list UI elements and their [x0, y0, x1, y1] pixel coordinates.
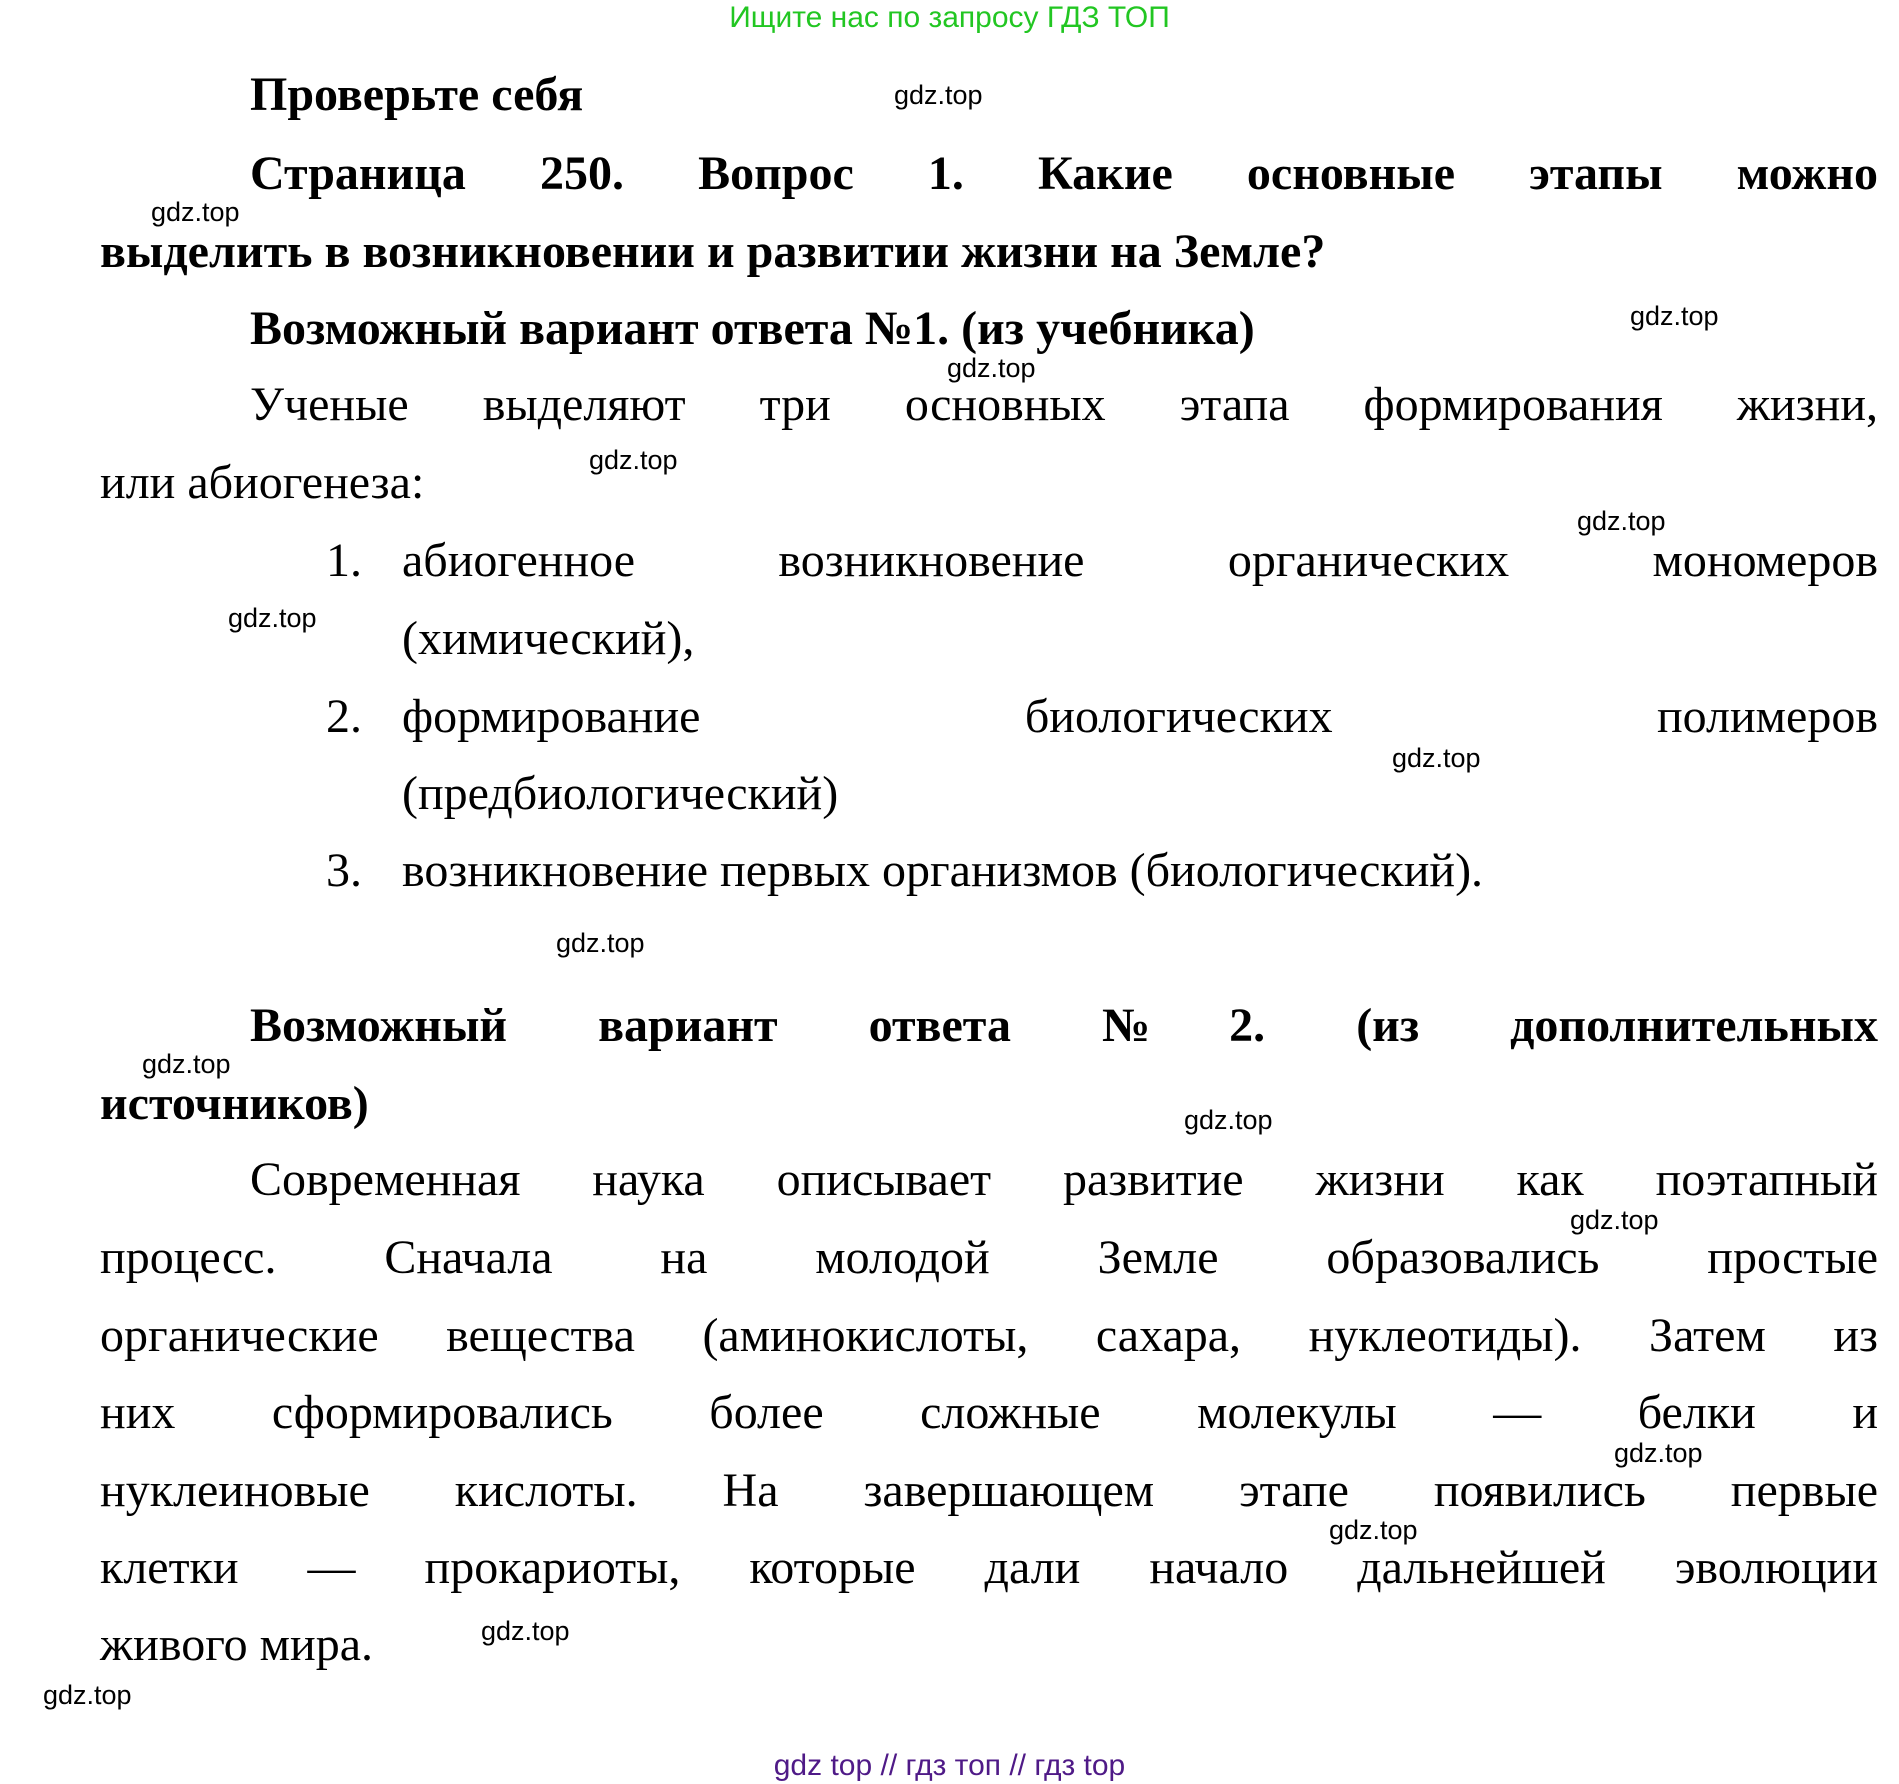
- watermark: gdz.top: [1184, 1105, 1273, 1135]
- watermark: gdz.top: [142, 1049, 231, 1079]
- watermark: gdz.top: [228, 603, 317, 633]
- watermark: gdz.top: [151, 197, 240, 227]
- question-line-1: Страница 250. Вопрос 1. Какие основные этапы можно: [250, 147, 1878, 200]
- list-item-1-line-2: (химический),: [402, 612, 695, 665]
- footer-links[interactable]: gdz top // гдз топ // гдз top: [773, 1749, 1126, 1782]
- question-line-2: выделить в возникновении и развитии жизни на Земле?: [100, 225, 1326, 278]
- answer2-line: живого мира.: [100, 1618, 374, 1671]
- answer2-heading-line-2: источников): [100, 1077, 369, 1130]
- answer2-line: органические вещества (аминокислоты, сахара, нуклеотиды). Затем из: [100, 1309, 1878, 1362]
- list-item-2-line-1: формирование биологических полимеров: [402, 690, 1878, 743]
- answer1-intro-line-2: или абиогенеза:: [100, 456, 425, 509]
- answer2-line: Современная наука описывает развитие жизни как поэтапный: [250, 1153, 1878, 1206]
- watermark: gdz.top: [43, 1680, 132, 1710]
- watermark: gdz.top: [1614, 1438, 1703, 1468]
- answer2-line: процесс. Сначала на молодой Земле образовались простые: [100, 1231, 1878, 1284]
- page-title: Проверьте себя: [250, 68, 584, 121]
- watermark: gdz.top: [1570, 1205, 1659, 1235]
- list-item-3-line-1: возникновение первых организмов (биологический).: [402, 844, 1484, 897]
- answer2-line: клетки — прокариоты, которые дали начало дальнейшей эволюции: [100, 1541, 1878, 1594]
- watermark: gdz.top: [1329, 1515, 1418, 1545]
- list-item-1-line-1: абиогенное возникновение органических мономеров: [402, 534, 1878, 587]
- list-number: 2.: [326, 690, 362, 743]
- list-item-2-line-2: (предбиологический): [402, 767, 839, 820]
- list-number: 3.: [326, 844, 362, 897]
- answer2-heading-line-1: Возможный вариант ответа №2. (из дополнительных: [250, 999, 1878, 1052]
- answer2-line: нуклеиновые кислоты. На завершающем этапе появились первые: [100, 1464, 1878, 1517]
- watermark: gdz.top: [947, 353, 1036, 383]
- answer1-heading: Возможный вариант ответа №1. (из учебника): [250, 302, 1255, 355]
- watermark: gdz.top: [481, 1616, 570, 1646]
- list-number: 1.: [326, 534, 362, 587]
- watermark: gdz.top: [589, 445, 678, 475]
- watermark: gdz.top: [894, 80, 983, 110]
- watermark: gdz.top: [1630, 301, 1719, 331]
- watermark: gdz.top: [1577, 506, 1666, 536]
- watermark: gdz.top: [1392, 743, 1481, 773]
- answer1-intro-line-1: Ученые выделяют три основных этапа формирования жизни,: [250, 378, 1878, 431]
- site-banner: Ищите нас по запросу ГДЗ ТОП: [729, 1, 1170, 34]
- answer2-line: них сформировались более сложные молекулы — белки и: [100, 1386, 1878, 1439]
- watermark: gdz.top: [556, 928, 645, 958]
